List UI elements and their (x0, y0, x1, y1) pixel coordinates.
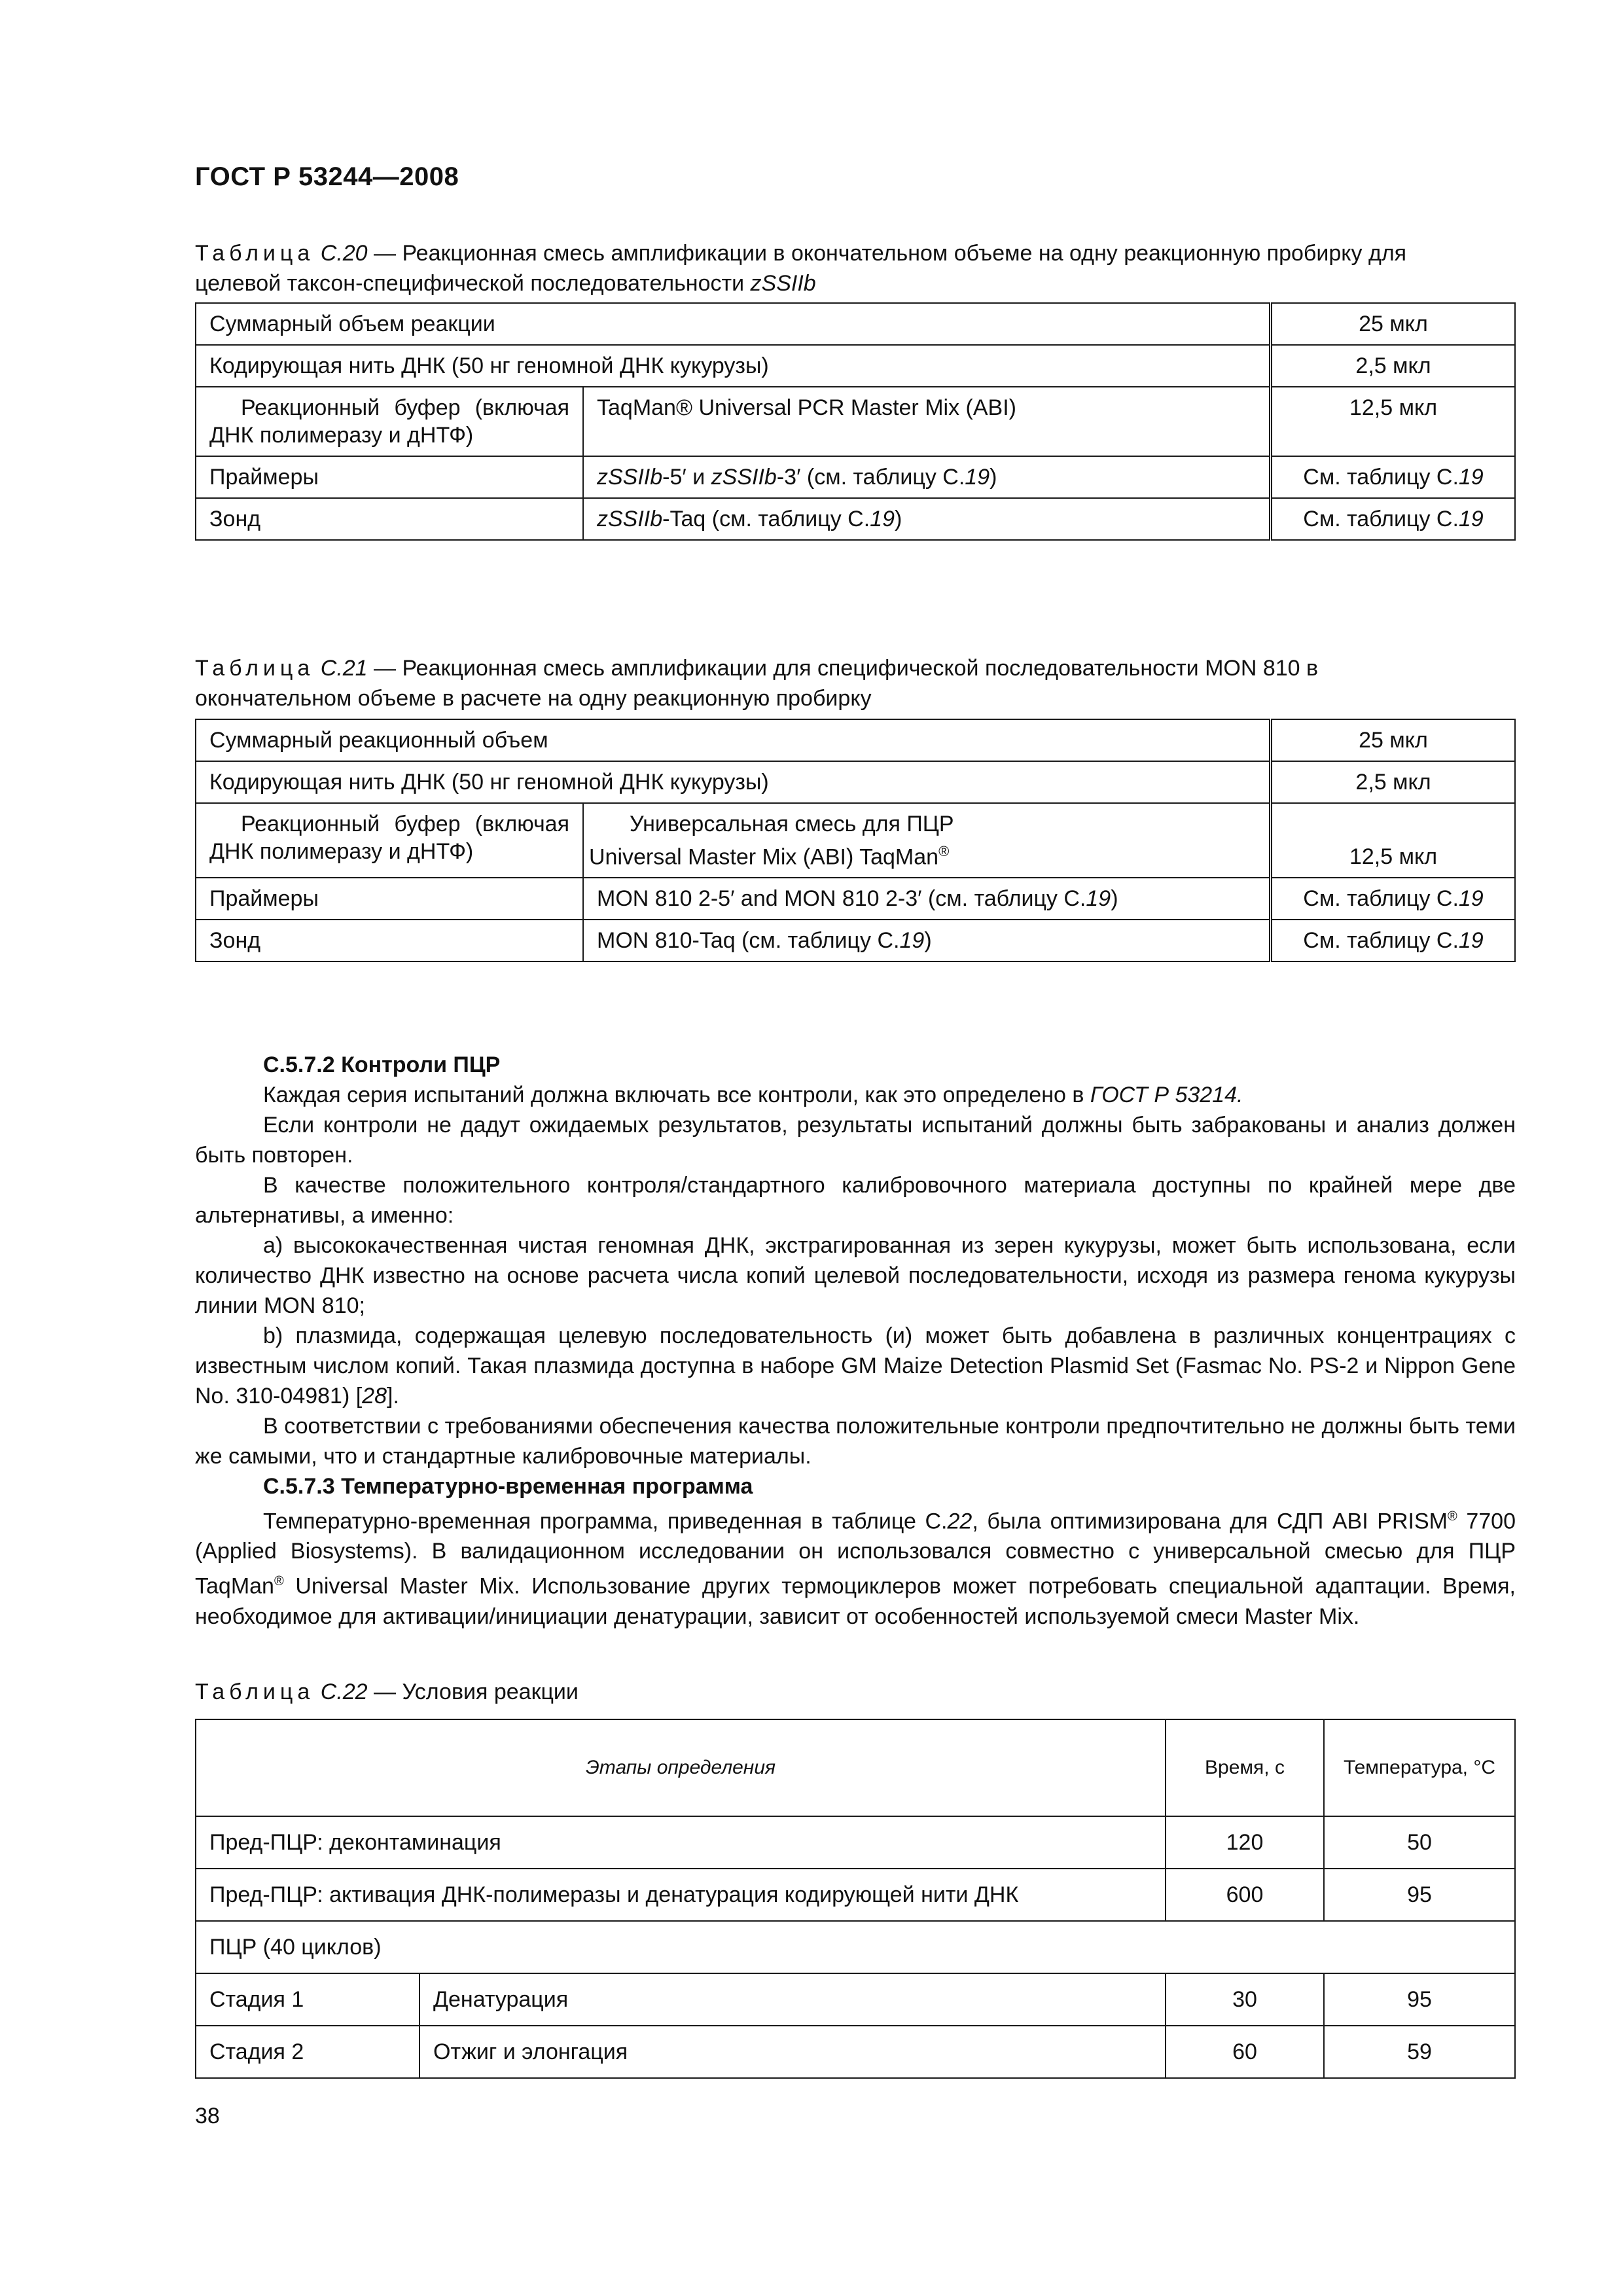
header-temp: Температура, °С (1324, 1719, 1515, 1816)
paragraph-text: 7700 (Applied Biosystems). В валидационном исследовании он использовался совместно с универсальной смесью для ПЦР TaqMan (195, 1509, 1516, 1599)
table-20 (195, 302, 1516, 541)
registered-mark: ® (274, 1574, 284, 1589)
row-decontam-time: 120 (1166, 1816, 1324, 1869)
table-row (196, 387, 1515, 456)
row-probe-label: Зонд (196, 498, 583, 540)
row-primers-value (1271, 456, 1516, 498)
table-ref: 19 (1458, 465, 1484, 490)
row-template-label: Кодирующая нить ДНК (50 нг геномной ДНК кукурузы) (196, 761, 1271, 803)
header-time: Время, с (1166, 1719, 1324, 1816)
row-stage1-time: 30 (1166, 1973, 1324, 2026)
primer-text: ) (990, 465, 997, 490)
primer-text: -5′ и (662, 465, 711, 490)
table-row (196, 761, 1515, 803)
row-total-value: 25 мкл (1271, 303, 1516, 345)
row-probe-reagent (583, 920, 1271, 961)
table-caption-text: — Реакционная смесь амплификации в окончательном объеме на одну реакционную пробирку для целевой таксон-специфической последовательности (195, 241, 1407, 296)
row-stage2-stage: Стадия 2 (196, 2026, 419, 2078)
row-primers-reagent (583, 878, 1271, 920)
row-template-label: Кодирующая нить ДНК (50 нг геномной ДНК кукурузы) (196, 345, 1271, 387)
table-row (196, 920, 1515, 961)
row-stage2-time: 60 (1166, 2026, 1324, 2078)
table-caption-text: — Условия реакции (367, 1679, 579, 1704)
paragraph-text: Universal Master Mix. Использование других термоциклеров может потребовать специальной адаптации. Время, необходимое для активации/инициации денатурации, зависит от особенностей используемой смеси Master Mix. (195, 1573, 1516, 1629)
value-text: См. таблицу С. (1303, 928, 1459, 954)
paragraph (195, 1321, 1516, 1411)
value-text: См. таблицу С. (1303, 886, 1459, 912)
paragraph-text: ]. (387, 1384, 399, 1408)
row-buffer-reagent (583, 803, 1271, 878)
row-buffer-reagent: TaqMan® Universal PCR Master Mix (ABI) (583, 387, 1271, 456)
paragraph: В соответствии с требованиями обеспечения качества положительные контроли предпочтительно не должны быть теми же самыми, что и стандартные калибровочные материалы. (195, 1414, 1516, 1469)
table-row (196, 345, 1515, 387)
page-number: 38 (195, 2104, 220, 2128)
row-primers-reagent (583, 456, 1271, 498)
table-caption-word: Таблица (195, 241, 315, 266)
row-stage1-step: Денатурация (419, 1973, 1166, 2026)
table-caption-target: zSSIIb (750, 271, 816, 296)
row-total-value: 25 мкл (1271, 719, 1516, 761)
table-row (196, 1973, 1515, 2026)
paragraph-text: , была оптимизирована для СДП ABI PRISM (972, 1509, 1448, 1534)
primer-text: MON 810 2-5′ and MON 810 2-3′ (см. таблицу С. (597, 886, 1086, 912)
row-stage1-temp: 95 (1324, 1973, 1515, 2026)
paragraph-text: Каждая серия испытаний должна включать все контроли, как это определено в (263, 1083, 1090, 1107)
row-probe-value (1271, 498, 1516, 540)
table-ref: 19 (899, 928, 925, 954)
row-activation-time: 600 (1166, 1869, 1324, 1921)
table-row (196, 1816, 1515, 1869)
paragraph: а) высококачественная чистая геномная ДНК, экстрагированная из зерен кукурузы, может быть использована, если количество ДНК известно на основе расчета числа копий целевой последовательности, исходя из размера генома кукурузы линии MON 810; (195, 1233, 1516, 1318)
section-body (195, 1050, 1516, 1632)
header-stages (196, 1719, 1166, 1816)
table-header-row (196, 1719, 1515, 1816)
row-pcr-label: ПЦР (40 циклов) (196, 1921, 1515, 1973)
reagent-line (589, 838, 1256, 870)
paragraph (195, 1501, 1516, 1632)
table-ref: 19 (1458, 928, 1484, 954)
table-ref: 19 (1458, 507, 1484, 531)
probe-text: ) (894, 507, 902, 531)
table-21-caption (195, 653, 1438, 713)
reagent-line: Универсальная смесь для ПЦР (630, 812, 954, 836)
table-row (196, 1869, 1515, 1921)
document-header: ГОСТ Р 53244—2008 (195, 162, 459, 191)
table-21 (195, 719, 1516, 962)
table-caption-number: С.21 (320, 656, 368, 681)
row-probe-label: Зонд (196, 920, 583, 961)
paragraph: В качестве положительного контроля/стандартного калибровочного материала доступны по крайней мере две альтернативы, а именно: (195, 1173, 1516, 1228)
table-22 (195, 1719, 1516, 2079)
table-20-caption (195, 238, 1438, 298)
table-ref: 19 (965, 465, 990, 490)
probe-text: -Taq (см. таблицу С. (662, 507, 870, 531)
table-caption-text: — Реакционная смесь амплификации для специфической последовательности MON 810 в окончательном объеме в расчете на одну реакционную пробирку (195, 656, 1319, 711)
row-decontam-label: Пред-ПЦР: деконтаминация (196, 1816, 1166, 1869)
row-buffer-label: Реакционный буфер (включая ДНК полимеразу и дНТФ) (196, 803, 583, 878)
paragraph-text: Температурно-временная программа, приведенная в таблице С. (263, 1509, 948, 1534)
paragraph (195, 1080, 1516, 1110)
primer-name: zSSIIb (711, 465, 777, 490)
table-row (196, 303, 1515, 345)
table-reference-link[interactable]: 22 (947, 1509, 972, 1534)
reagent-text: Universal Master Mix (ABI) TaqMan (589, 844, 939, 870)
primer-text: ) (1111, 886, 1118, 912)
row-template-value: 2,5 мкл (1271, 761, 1516, 803)
table-row (196, 803, 1515, 878)
table-ref: 19 (1458, 886, 1484, 912)
standard-reference-link[interactable]: ГОСТ Р 53214. (1090, 1083, 1243, 1107)
table-22-caption (195, 1677, 1438, 1707)
row-buffer-label: Реакционный буфер (включая ДНК полимеразу и дНТФ) (196, 387, 583, 456)
row-decontam-temp: 50 (1324, 1816, 1515, 1869)
row-stage2-step: Отжиг и элонгация (419, 2026, 1166, 2078)
row-primers-label: Праймеры (196, 456, 583, 498)
table-caption-number: С.22 (320, 1679, 368, 1704)
header-text: Этапы определения (585, 1757, 776, 1778)
row-primers-value (1271, 878, 1516, 920)
row-activation-temp: 95 (1324, 1869, 1515, 1921)
row-activation-label: Пред-ПЦР: активация ДНК-полимеразы и денатурация кодирующей нити ДНК (196, 1869, 1166, 1921)
table-caption-number: С.20 (320, 241, 368, 266)
probe-text: MON 810-Taq (см. таблицу С. (597, 928, 900, 954)
row-stage2-temp: 59 (1324, 2026, 1515, 2078)
primer-text: -3′ (см. таблицу С. (776, 465, 965, 490)
row-buffer-value: 12,5 мкл (1271, 387, 1516, 456)
row-primers-label: Праймеры (196, 878, 583, 920)
probe-name: zSSIIb (597, 507, 663, 531)
paragraph-text: b) плазмида, содержащая целевую последовательность (и) может быть добавлена в различных концентрациях с известным числом копий. Такая плазмида доступна в наборе GM Maize Detection Plasmid Set (Fasmac No. PS-2 и Nippon Gene No. 310-04981) [ (195, 1323, 1516, 1408)
row-probe-reagent (583, 498, 1271, 540)
table-caption-word: Таблица (195, 1679, 315, 1704)
row-template-value: 2,5 мкл (1271, 345, 1516, 387)
registered-mark: ® (1447, 1509, 1457, 1524)
probe-text: ) (924, 928, 932, 954)
table-row (196, 1921, 1515, 1973)
table-row (196, 456, 1515, 498)
table-caption-word: Таблица (195, 656, 315, 681)
primer-name: zSSIIb (597, 465, 663, 490)
table-row (196, 719, 1515, 761)
table-ref: 19 (870, 507, 895, 531)
paragraph: Если контроли не дадут ожидаемых результатов, результаты испытаний должны быть забракованы и анализ должен быть повторен. (195, 1113, 1516, 1168)
section-572-heading: С.5.7.2 Контроли ПЦР (263, 1052, 501, 1077)
table-row (196, 498, 1515, 540)
row-total-label: Суммарный объем реакции (196, 303, 1271, 345)
row-probe-value (1271, 920, 1516, 961)
table-row (196, 2026, 1515, 2078)
row-total-label: Суммарный реакционный объем (196, 719, 1271, 761)
table-row (196, 878, 1515, 920)
bibliography-reference-link[interactable]: 28 (362, 1384, 387, 1408)
row-stage1-stage: Стадия 1 (196, 1973, 419, 2026)
registered-mark: ® (938, 843, 950, 859)
value-text: См. таблицу С. (1303, 465, 1459, 490)
row-buffer-value: 12,5 мкл (1271, 803, 1516, 878)
section-573-heading: С.5.7.3 Температурно-временная программа (263, 1474, 753, 1499)
table-ref: 19 (1086, 886, 1111, 912)
value-text: См. таблицу С. (1303, 507, 1459, 531)
